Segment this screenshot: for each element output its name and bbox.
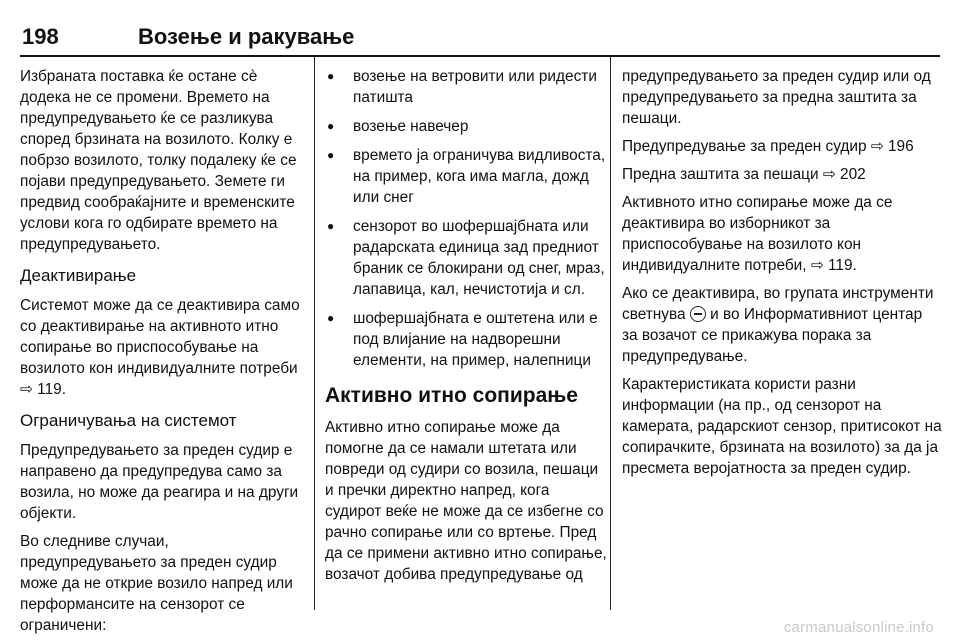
page-number: 198 [22,24,59,49]
column-2 [325,66,607,592]
bullet-list [325,66,607,371]
paragraph: Избраната поставка ќе остане сè додека не се промени. Времето на предупредувањето ќе се разликува според брзината на возилото. Колку е побрзо возилото, толку подалеку ќе се појави предупредувањето. Земете ги предвид сообраќајните и временските услови кога го одбирате времето на предупредувањето. [20,68,297,253]
header-rule [20,55,940,57]
list-item: ● времето ја ограничува видливоста, на пример, кога има магла, дожд или снег [325,145,607,208]
paragraph-text: Ако се деактивира, во групата инструменти светнува [622,285,934,323]
heading-active-emergency-braking: Активно итно сопирање [325,384,578,407]
paragraph: Системот може да се деактивира само со деактивирање на активното итно сопирање во приспособувањe на возилото кон индивидуалните потреби ⇨ 119. [20,297,300,398]
watermark: carmanualsonline.info [783,619,934,636]
section-title: Возење и ракување [138,24,355,49]
column-divider [610,56,611,610]
paragraph: Активното итно сопирање може да се деактивира во изборникот за приспособувањe на возилото кон индивидуалните потреби, ⇨ 119. [622,194,893,274]
paragraph: Во следниве случаи, предупредувањето за преден судир може да не открие возило напред или перформансите на сензорот се ограничени: [20,533,293,634]
list-item: ● шофершајбната е оштетена или е под влијание на надворешни елементи, на пример, налепници [325,308,607,371]
paragraph: Предупредувањето за преден судир е направено да предупредува само за возила, но може да реагира и на други објекти. [20,442,299,522]
paragraph: Карактеристиката користи разни информации (на пр., од сензорот на камерата, радарскиот сензор, притисокот на сопирачките, брзината на возилото) за да ја пресмета веројатноста за преден судир. [622,376,942,477]
warning-light-icon [690,306,706,322]
cross-reference: Предупредување за преден судир ⇨ 196 [622,138,914,155]
paragraph: предупредувањето за преден судир или од предупредувањето за предна заштита за пешаци. [622,68,931,127]
heading-deactivation: Деактивирање [20,266,137,285]
cross-reference: Предна заштита за пешаци ⇨ 202 [622,166,866,183]
list-item: ● возење навечер [325,116,607,137]
paragraph: Активно итно сопирање може да помогне да се намали штетата или повреди од судири со возила, пешаци и пречки директно напред, кога судирот веќе не може да се избегне со рачно сопирање или со вртење. Пред да се примени активно итно сопирање, возачот добива предупредување од [325,419,607,583]
page-header [20,14,940,58]
paragraph-text: и во Информативниот центар за возачот се прикажува порака за предупредување. [622,306,923,365]
heading-system-limitations: Ограничувања на системот [20,411,237,430]
list-item: ● возење на ветровити или ридести патишта [325,66,607,108]
paragraph [622,283,942,367]
column-divider [314,56,315,610]
list-item: ● сензорот во шофершајбната или радарската единица зад предниот браник се блокирани од снег, мраз, лапавица, кал, нечистотија и сл. [325,216,607,300]
column-1 [20,66,308,643]
column-3 [622,66,942,486]
